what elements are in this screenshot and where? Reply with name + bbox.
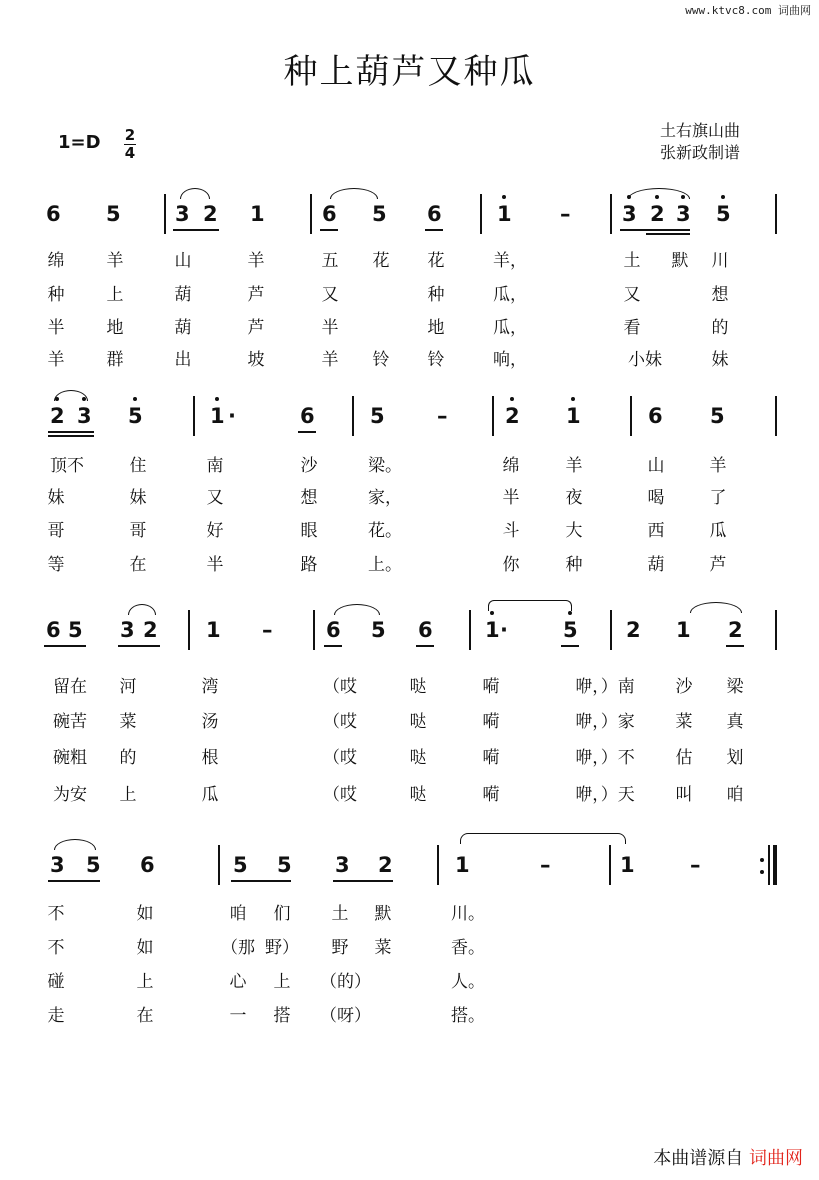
footer-label: 本曲谱源自 xyxy=(653,1148,744,1169)
lyric-syllable: 又 xyxy=(206,488,224,508)
lyric-syllable: 种 xyxy=(565,555,583,575)
lyric-syllable: 出 xyxy=(174,350,192,370)
lyric-syllable: 上 xyxy=(273,972,291,992)
system-4 xyxy=(0,853,819,893)
lyric-syllable: 半 xyxy=(321,318,339,338)
lyric-syllable: 土 xyxy=(623,251,641,271)
note: 5 xyxy=(106,202,121,226)
lyric-syllable: 野 xyxy=(331,938,349,958)
lyric-syllable: 羊 xyxy=(106,251,124,271)
note: 3 xyxy=(676,202,691,226)
lyric-syllable: 妹 xyxy=(711,350,729,370)
beam-underline xyxy=(620,229,690,231)
beam-underline xyxy=(726,645,744,647)
barline xyxy=(437,845,439,885)
key-signature: 1=D xyxy=(58,132,101,153)
lyric-syllable: （哎 xyxy=(323,677,357,697)
lyric-syllable: 沙 xyxy=(300,456,318,476)
beam-underline xyxy=(118,645,160,647)
lyric-syllable: 心 xyxy=(229,972,247,992)
beam-underline xyxy=(173,229,219,231)
lyric-syllable: 根 xyxy=(201,748,219,768)
lyric-syllable: 菜 xyxy=(675,712,693,732)
lyric-syllable: 人。 xyxy=(451,972,485,992)
lyric-syllable: 上 xyxy=(119,785,137,805)
composer-credit: 土右旗山曲 xyxy=(660,121,741,140)
octave-dot xyxy=(490,611,494,615)
note: 2 xyxy=(505,404,520,428)
note: 6 xyxy=(648,404,663,428)
lyric-syllable: 瓜 xyxy=(201,785,219,805)
lyric-syllable: 香。 xyxy=(451,938,485,958)
lyric-syllable: 了 xyxy=(709,488,727,508)
system-1 xyxy=(0,202,819,242)
barline xyxy=(352,396,354,436)
note: 2 xyxy=(203,202,218,226)
rest-dash: – xyxy=(560,202,571,226)
note: 1 xyxy=(206,618,221,642)
lyric-syllable: 地 xyxy=(106,318,124,338)
lyric-syllable: 山 xyxy=(174,251,192,271)
lyric-syllable: 坡 xyxy=(247,350,265,370)
lyric-syllable: 咿，）家 xyxy=(575,712,635,732)
lyric-syllable: 哒 xyxy=(409,748,427,768)
lyric-syllable: 葫 xyxy=(174,285,192,305)
note: 6 xyxy=(418,618,433,642)
lyric-syllable: 汤 xyxy=(201,712,219,732)
barline xyxy=(164,194,166,234)
lyric-syllable: 不 xyxy=(47,938,65,958)
beam-underline xyxy=(324,645,342,647)
barline xyxy=(775,396,777,436)
slur-arc xyxy=(128,604,156,615)
barline xyxy=(773,845,777,885)
lyric-syllable: 家， xyxy=(368,488,402,508)
lyric-syllable: 种 xyxy=(427,285,445,305)
lyric-syllable: 住 xyxy=(129,456,147,476)
lyric-syllable: 土 xyxy=(331,904,349,924)
lyric-syllable: 上 xyxy=(106,285,124,305)
lyric-syllable: （的） xyxy=(320,972,371,992)
song-title: 种上葫芦又种瓜 xyxy=(283,52,536,92)
note: 6 xyxy=(46,202,61,226)
note: 5 xyxy=(372,202,387,226)
lyric-syllable: 半 xyxy=(502,488,520,508)
note: 3 xyxy=(50,853,65,877)
barline xyxy=(313,610,315,650)
lyric-syllable: 哥 xyxy=(47,521,65,541)
lyric-syllable: 咿，）南 xyxy=(575,677,635,697)
lyric-syllable: 碗苦 xyxy=(53,712,87,732)
lyric-syllable: 瓜， xyxy=(493,285,527,305)
note: 3 xyxy=(77,404,92,428)
source-footer xyxy=(653,1144,803,1170)
note: 2 xyxy=(728,618,743,642)
lyric-syllable: 咿，）不 xyxy=(575,748,635,768)
barline xyxy=(610,610,612,650)
beam-underline xyxy=(320,229,338,231)
lyric-syllable: 又 xyxy=(321,285,339,305)
note: 5 xyxy=(710,404,725,428)
lyric-syllable: 嗬 xyxy=(482,785,500,805)
lyric-syllable: 梁 xyxy=(726,677,744,697)
lyric-syllable: 哒 xyxy=(409,712,427,732)
lyric-syllable: 绵 xyxy=(502,456,520,476)
note: 1 xyxy=(455,853,470,877)
note: 5 xyxy=(563,618,578,642)
octave-dot xyxy=(568,611,572,615)
lyric-syllable: 斗 xyxy=(502,521,520,541)
note: 6 xyxy=(140,853,155,877)
beam-underline xyxy=(333,880,393,882)
lyric-syllable: （呀） xyxy=(320,1006,371,1026)
lyric-syllable: 在 xyxy=(136,1006,154,1026)
lyric-syllable: 好 xyxy=(206,521,224,541)
lyric-syllable: 五 xyxy=(321,251,339,271)
lyric-syllable: 菜 xyxy=(374,938,392,958)
repeat-dot xyxy=(760,858,764,862)
lyric-syllable: 花 xyxy=(427,251,445,271)
slur-arc xyxy=(54,839,96,850)
lyric-syllable: 想 xyxy=(711,285,729,305)
lyric-syllable: 划 xyxy=(726,748,744,768)
lyric-syllable: 咱 xyxy=(229,904,247,924)
lyric-syllable: 为安 xyxy=(53,785,87,805)
site-watermark: www.ktvc8.com 词曲网 xyxy=(685,4,811,17)
lyric-syllable: 夜 xyxy=(565,488,583,508)
note: 1 xyxy=(620,853,635,877)
lyric-syllable: 花。 xyxy=(368,521,402,541)
lyric-syllable: 叫 xyxy=(675,785,693,805)
lyric-syllable: 咿，）天 xyxy=(575,785,635,805)
note: 1 xyxy=(676,618,691,642)
beam-underline xyxy=(298,431,316,433)
note: 6 xyxy=(326,618,341,642)
octave-dot xyxy=(133,397,137,401)
note: 5 xyxy=(233,853,248,877)
lyric-syllable: 川 xyxy=(711,251,729,271)
lyric-syllable: 一 xyxy=(229,1006,247,1026)
note: 5 xyxy=(716,202,731,226)
rest-dash: – xyxy=(437,404,448,428)
lyric-syllable: 在 xyxy=(129,555,147,575)
lyric-syllable: 群 xyxy=(106,350,124,370)
lyric-syllable: 默 xyxy=(671,251,689,271)
barline xyxy=(480,194,482,234)
note: 3 xyxy=(622,202,637,226)
note: 1 xyxy=(210,404,225,428)
system-2 xyxy=(0,404,819,444)
lyric-syllable: 南 xyxy=(206,456,224,476)
note: 6 xyxy=(427,202,442,226)
lyric-syllable: 地 xyxy=(427,318,445,338)
lyric-syllable: 们 xyxy=(273,904,291,924)
lyric-syllable: 野） xyxy=(265,938,299,958)
barline xyxy=(609,845,611,885)
barline xyxy=(610,194,612,234)
lyric-syllable: 搭。 xyxy=(451,1006,485,1026)
rest-dash: – xyxy=(262,618,273,642)
note: 3 xyxy=(335,853,350,877)
lyric-syllable: 留在 xyxy=(53,677,87,697)
barline xyxy=(768,845,770,885)
footer-brand-link[interactable]: 词曲网 xyxy=(749,1148,803,1169)
lyric-syllable: 芦 xyxy=(247,285,265,305)
note: 1 xyxy=(497,202,512,226)
octave-dot xyxy=(721,195,725,199)
lyric-syllable: 瓜， xyxy=(493,318,527,338)
beam-underline xyxy=(48,435,94,437)
system-3 xyxy=(0,618,819,658)
note: 5 xyxy=(277,853,292,877)
lyric-syllable: 如 xyxy=(136,904,154,924)
lyric-syllable: （哎 xyxy=(323,712,357,732)
barline xyxy=(188,610,190,650)
arranger-credit: 张新政制谱 xyxy=(660,143,741,162)
lyric-syllable: 羊 xyxy=(47,350,65,370)
rest-dash: – xyxy=(690,853,701,877)
slur-arc xyxy=(180,188,210,199)
note: 2 xyxy=(626,618,641,642)
time-signature xyxy=(124,128,136,161)
lyric-syllable: 铃 xyxy=(427,350,445,370)
lyric-syllable: （哎 xyxy=(323,748,357,768)
lyric-syllable: 碗粗 xyxy=(53,748,87,768)
lyric-syllable: 湾 xyxy=(201,677,219,697)
lyric-syllable: 梁。 xyxy=(368,456,402,476)
note: 1 xyxy=(485,618,500,642)
note: 1 xyxy=(566,404,581,428)
slur-arc xyxy=(690,602,742,613)
note: 5 xyxy=(68,618,83,642)
note: 2 xyxy=(50,404,65,428)
lyric-syllable: 你 xyxy=(502,555,520,575)
lyric-syllable: 葫 xyxy=(647,555,665,575)
lyric-syllable: 走 xyxy=(47,1006,65,1026)
lyric-syllable: 哒 xyxy=(409,677,427,697)
lyric-syllable: 顶不 xyxy=(50,456,84,476)
lyric-syllable: 西 xyxy=(647,521,665,541)
lyric-syllable: （哎 xyxy=(323,785,357,805)
note: 6 xyxy=(46,618,61,642)
augmentation-dot: · xyxy=(500,618,508,642)
lyric-syllable: 羊 xyxy=(709,456,727,476)
note: 3 xyxy=(120,618,135,642)
lyric-syllable: 上 xyxy=(136,972,154,992)
lyric-syllable: 想 xyxy=(300,488,318,508)
lyric-syllable: 不 xyxy=(47,904,65,924)
lyric-syllable: （那 xyxy=(221,938,255,958)
lyric-syllable: 沙 xyxy=(675,677,693,697)
beam-underline xyxy=(48,880,100,882)
lyric-syllable: 眼 xyxy=(300,521,318,541)
lyric-syllable: 种 xyxy=(47,285,65,305)
repeat-dot xyxy=(760,870,764,874)
lyric-syllable: 小妹 xyxy=(628,350,662,370)
lyric-syllable: 绵 xyxy=(47,251,65,271)
lyric-syllable: 川。 xyxy=(451,904,485,924)
beam-underline xyxy=(231,880,291,882)
beam-underline xyxy=(48,431,94,433)
note: 1 xyxy=(250,202,265,226)
note: 5 xyxy=(371,618,386,642)
beam-underline xyxy=(561,645,579,647)
lyric-syllable: 羊 xyxy=(565,456,583,476)
lyric-syllable: 哥 xyxy=(129,521,147,541)
lyric-syllable: 芦 xyxy=(709,555,727,575)
lyric-syllable: 半 xyxy=(206,555,224,575)
augmentation-dot: · xyxy=(228,404,236,428)
slur-arc xyxy=(488,600,572,611)
lyric-syllable: 山 xyxy=(647,456,665,476)
lyric-syllable: 葫 xyxy=(174,318,192,338)
lyric-syllable: 瓜 xyxy=(709,521,727,541)
lyric-syllable: 妹 xyxy=(129,488,147,508)
lyric-syllable: 碰 xyxy=(47,972,65,992)
lyric-syllable: 等 xyxy=(47,555,65,575)
octave-dot xyxy=(571,397,575,401)
lyric-syllable: 半 xyxy=(47,318,65,338)
slur-arc xyxy=(460,833,626,844)
lyric-syllable: 羊， xyxy=(493,251,527,271)
note: 6 xyxy=(300,404,315,428)
lyric-syllable: 羊 xyxy=(321,350,339,370)
slur-arc xyxy=(334,604,380,615)
barline xyxy=(775,610,777,650)
octave-dot xyxy=(510,397,514,401)
barline xyxy=(492,396,494,436)
lyric-syllable: 的 xyxy=(119,748,137,768)
barline xyxy=(775,194,777,234)
lyric-syllable: 嗬 xyxy=(482,712,500,732)
barline xyxy=(469,610,471,650)
note: 6 xyxy=(322,202,337,226)
lyric-syllable: 铃 xyxy=(372,350,390,370)
time-numerator: 2 xyxy=(124,126,136,144)
note: 5 xyxy=(86,853,101,877)
slur-arc xyxy=(330,188,378,199)
lyric-syllable: 真 xyxy=(726,712,744,732)
note: 5 xyxy=(128,404,143,428)
lyric-syllable: 估 xyxy=(675,748,693,768)
barline xyxy=(310,194,312,234)
lyric-syllable: 咱 xyxy=(726,785,744,805)
lyric-syllable: 路 xyxy=(300,555,318,575)
lyric-syllable: 嗬 xyxy=(482,748,500,768)
note: 2 xyxy=(378,853,393,877)
beam-underline xyxy=(425,229,443,231)
lyric-syllable: 嗬 xyxy=(482,677,500,697)
lyric-syllable: 响， xyxy=(493,350,527,370)
lyric-syllable: 哒 xyxy=(409,785,427,805)
lyric-syllable: 芦 xyxy=(247,318,265,338)
lyric-syllable: 喝 xyxy=(647,488,665,508)
lyric-syllable: 如 xyxy=(136,938,154,958)
beam-underline xyxy=(416,645,434,647)
barline xyxy=(630,396,632,436)
note: 5 xyxy=(370,404,385,428)
octave-dot xyxy=(215,397,219,401)
barline xyxy=(218,845,220,885)
lyric-syllable: 菜 xyxy=(119,712,137,732)
lyric-syllable: 的 xyxy=(711,318,729,338)
lyric-syllable: 默 xyxy=(374,904,392,924)
lyric-syllable: 大 xyxy=(565,521,583,541)
lyric-syllable: 上。 xyxy=(368,555,402,575)
lyric-syllable: 看 xyxy=(623,318,641,338)
time-denominator: 4 xyxy=(124,144,136,162)
beam-underline xyxy=(646,233,690,235)
beam-underline xyxy=(44,645,86,647)
note: 2 xyxy=(143,618,158,642)
octave-dot xyxy=(502,195,506,199)
barline xyxy=(193,396,195,436)
lyric-syllable: 羊 xyxy=(247,251,265,271)
lyric-syllable: 河 xyxy=(119,677,137,697)
lyric-syllable: 又 xyxy=(623,285,641,305)
note: 3 xyxy=(175,202,190,226)
rest-dash: – xyxy=(540,853,551,877)
note: 2 xyxy=(650,202,665,226)
lyric-syllable: 搭 xyxy=(273,1006,291,1026)
lyric-syllable: 花 xyxy=(372,251,390,271)
lyric-syllable: 妹 xyxy=(47,488,65,508)
